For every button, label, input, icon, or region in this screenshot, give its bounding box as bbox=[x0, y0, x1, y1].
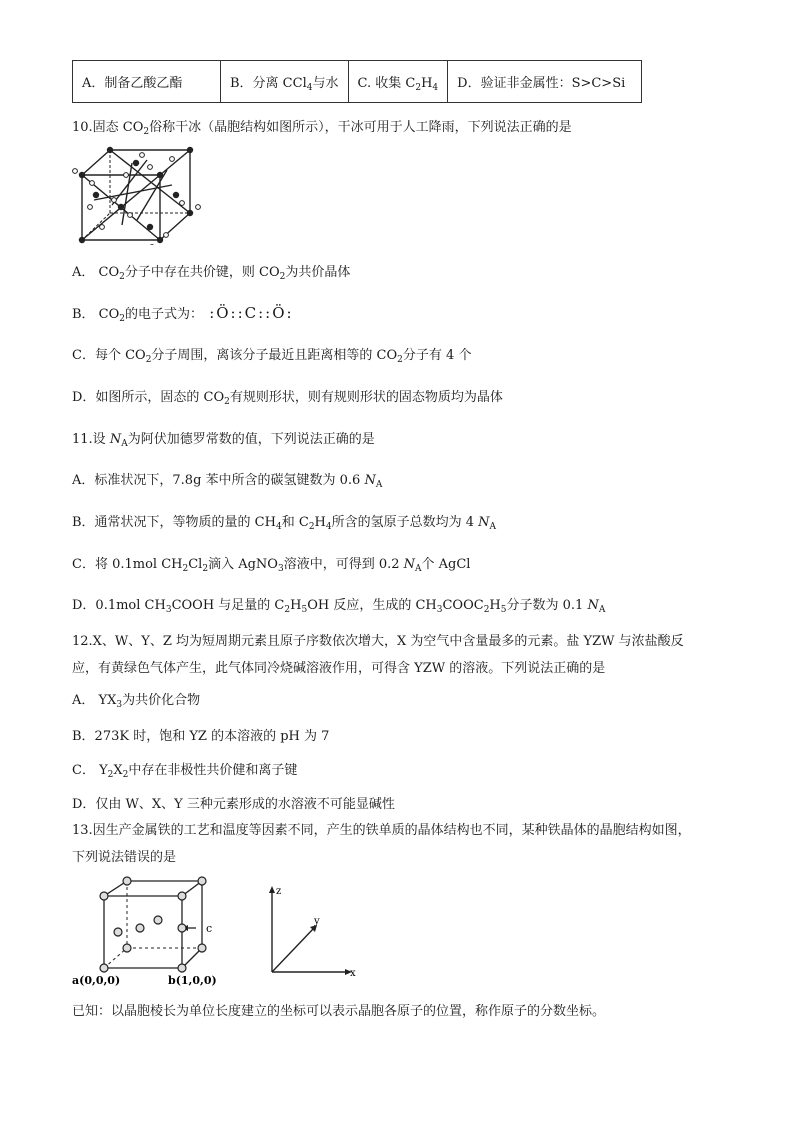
q12-option-b: B．273K 时，饱和 YZ 的本溶液的 pH 为 7 bbox=[72, 729, 330, 744]
co2-lewis-formula: :Ö::C::Ö: bbox=[209, 304, 294, 322]
iron-unit-cell-figure bbox=[72, 876, 242, 988]
q12-option-c: C． $Y_2X_2$中存在非极性共价健和离子键 bbox=[72, 763, 298, 780]
q12-option-a: A． $YX_3$为共价化合物 bbox=[72, 693, 201, 710]
q12-option-d: D．仅由 W、X、Y 三种元素形成的水溶液不可能显碱性 bbox=[72, 797, 395, 812]
option-a-cell: A．制备乙酸乙酯 bbox=[73, 61, 221, 103]
q10-option-b: B． $CO_2$的电子式为： :Ö::C::Ö: bbox=[72, 304, 294, 324]
axis-y-label: y bbox=[314, 916, 320, 927]
q13-stem-line-2: 下列说法错误的是 bbox=[72, 850, 177, 865]
option-b-cell: B．分离 CCl$_4$与水 bbox=[221, 61, 349, 103]
coordinate-axes-figure bbox=[262, 884, 362, 979]
q10-option-d: D．如图所示，固态的 $CO_2$有规则形状，则有规则形状的固态物质均为晶体 bbox=[72, 390, 503, 407]
q13-stem-line-1: 13.因生产金属铁的工艺和温度等因素不同，产生的铁单质的晶体结构也不同，某种铁晶体的晶胞结构如图， bbox=[72, 823, 691, 838]
q12-stem-line-2: 应，有黄绿色气体产生，此气体同冷烧碱溶液作用，可得含 YZW 的溶液。下列说法正确的是 bbox=[72, 661, 606, 676]
label-c: c bbox=[206, 922, 213, 935]
q10-option-a: A． $CO_2$分子中存在共价键，则 $CO_2$为共价晶体 bbox=[72, 265, 351, 282]
label-a: a(0,0,0) bbox=[72, 974, 121, 987]
dry-ice-unit-cell-figure bbox=[72, 145, 202, 245]
q10-stem: 10.固态 $CO_2$俗称干冰（晶胞结构如图所示），干冰可用于人工降雨，下列说法正确的是 bbox=[72, 120, 572, 137]
option-d-cell: D．验证非金属性：S>C>Si bbox=[448, 61, 642, 103]
q11-option-b: B．通常状况下，等物质的量的 $CH_4$和 $C_2H_4$所含的氢原子总数均为 4 $N_A$ bbox=[72, 515, 497, 532]
axis-z-label: z bbox=[276, 886, 282, 897]
q12-stem-line-1: 12.X、W、Y、Z 均为短周期元素且原子序数依次增大，X 为空气中含量最多的元素。盐 YZW 与浓盐酸反 bbox=[72, 634, 684, 649]
q13-known-note: 已知：以晶胞棱长为单位长度建立的坐标可以表示晶胞各原子的位置，称作原子的分数坐标。 bbox=[72, 1004, 606, 1019]
q11-option-a: A．标准状况下，7.8g 苯中所含的碳氢键数为 0.6 $N_A$ bbox=[72, 473, 383, 490]
q11-option-c: C．将 0.1mol $CH_2Cl_2$滴入 AgNO$_3$溶液中，可得到 0.2 $N_A$个 AgCl bbox=[72, 557, 471, 574]
options-table bbox=[72, 60, 642, 103]
axis-x-label: x bbox=[350, 968, 356, 979]
label-b: b(1,0,0) bbox=[168, 974, 217, 987]
q11-option-d: D．0.1mol $CH_3COOH$ 与足量的 $C_2H_5OH$ 反应，生成的 $CH_3COOC_2H_5$分子数为 0.1 $N_A$ bbox=[72, 598, 606, 615]
q11-stem: 11.设 $N_A$为阿伏加德罗常数的值，下列说法正确的是 bbox=[72, 432, 375, 449]
option-c-cell: C. 收集 $C_2H_4$ bbox=[348, 61, 448, 103]
q10-option-c: C．每个 $CO_2$分子周围，离该分子最近且距离相等的 $CO_2$分子有 4 个 bbox=[72, 348, 472, 365]
